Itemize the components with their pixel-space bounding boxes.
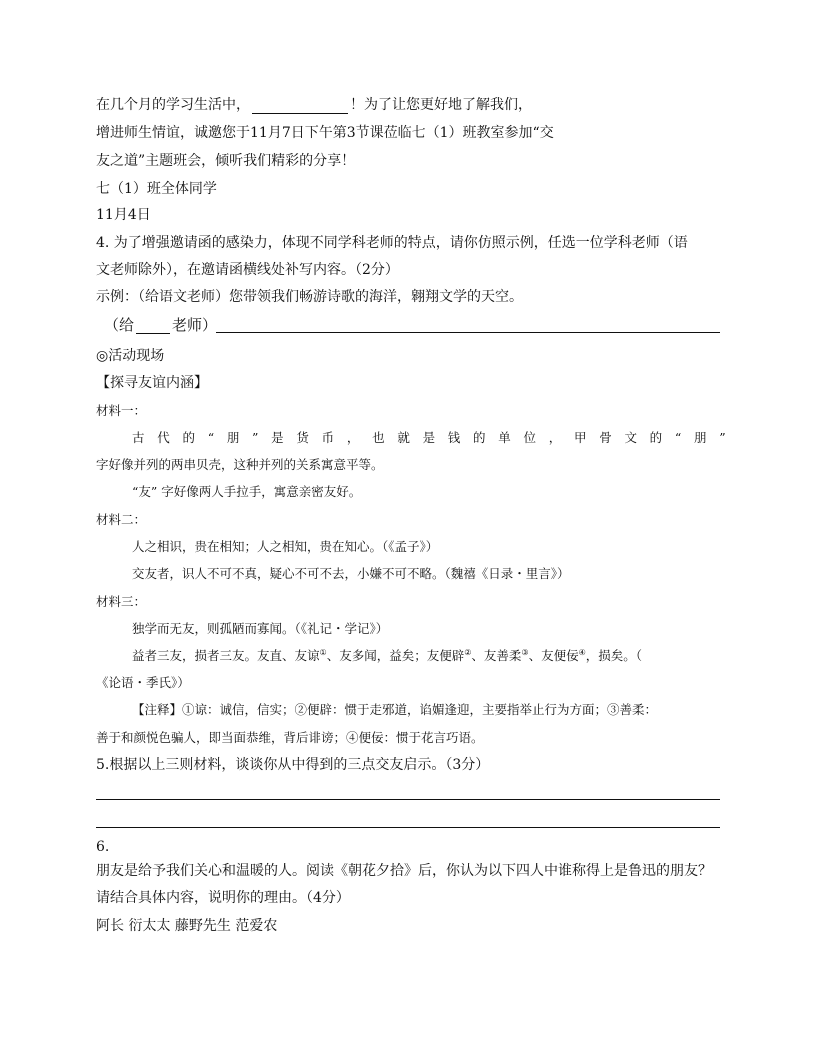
invite-signature: 七（1）班全体同学 <box>96 181 217 197</box>
m1-word: 就 <box>397 430 410 445</box>
section-activity: ◎活动现场 <box>96 348 165 364</box>
q6-number: 6. <box>96 839 110 855</box>
q6-line-1: 朋友是给予我们关心和温暖的人。阅读《朝花夕拾》后，你认为以下四人中谁称得上是鲁迅的朋友？ <box>96 863 712 879</box>
note-ref-2: ② <box>464 647 472 657</box>
material-1-line-2: 字好像并列的两串贝壳，这种并列的关系寓意平等。 <box>96 457 384 472</box>
material-3-note-2: 善于和颜悦色骗人，即当面恭维，背后诽谤；④便佞：惯于花言巧语。 <box>96 730 484 745</box>
q6-line-2: 请结合具体内容，说明你的理由。（4分） <box>96 890 350 906</box>
m1-word: 是 <box>422 430 436 445</box>
q5-text: 5.根据以上三则材料，谈谈你从中得到的三点交友启示。（3分） <box>96 757 490 773</box>
m1-word: “ <box>207 430 215 445</box>
material-2-line-2: 交友者，识人不可不真，疑心不可不去，小嫌不可不略。（魏禧《日录・里言》） <box>132 566 570 581</box>
m1-word: 也 <box>372 430 385 445</box>
invite-line-2: 增进师生情谊，诚邀您于11月7日下午第3节课莅临七（1）班教室参加“交 <box>96 125 554 141</box>
m1-word: ” <box>719 430 726 445</box>
m1-word: 古 <box>132 430 145 445</box>
material-2-line-1: 人之相识，贵在相知；人之相知，贵在知心。（《孟子》） <box>132 539 439 554</box>
m3-text: 益者三友，损者三友。友直、友谅 <box>132 648 320 663</box>
material-3-note-1: 【注释】①谅：诚信，信实；②便辟：惯于走邪道，谄媚逢迎，主要指举止行为方面；③善柔： <box>132 702 658 717</box>
m1-word: ， <box>346 430 360 445</box>
material-1-label: 材料一： <box>96 403 147 418</box>
m1-word: 甲 <box>573 430 587 445</box>
note-ref-4: ④ <box>578 647 586 657</box>
m3-text: ，损矣。（ <box>585 648 643 663</box>
note-ref-1: ① <box>319 647 327 657</box>
m1-word: 的 <box>473 430 486 445</box>
q4-line-1: 4. 为了增强邀请函的感染力，体现不同学科老师的特点，请你仿照示例，任选一位学科老师（语 <box>96 235 688 251</box>
m1-word: 朋 <box>226 430 240 445</box>
q4-example: 示例：（给语文老师）您带领我们畅游诗歌的海洋，翱翔文学的天空。 <box>96 289 523 305</box>
q4-answer-open: （给 <box>104 316 135 334</box>
m1-word: 朋 <box>694 430 707 445</box>
q5-answer-line-1[interactable] <box>96 799 720 800</box>
m3-text: 、友便佞 <box>528 648 579 663</box>
m1-word: 的 <box>649 430 663 445</box>
material-2-label: 材料二： <box>96 512 147 527</box>
q4-teacher-blank[interactable] <box>136 319 170 334</box>
invite-line-1-start: 在几个月的学习生活中， <box>96 97 250 113</box>
m1-word: “ <box>674 430 682 445</box>
invite-line-3: 友之道”主题班会，倾听我们精彩的分享！ <box>96 153 356 169</box>
m1-word: ” <box>252 430 259 445</box>
m1-word: 位 <box>523 430 537 445</box>
q5-answer-line-2[interactable] <box>96 827 720 828</box>
q6-options: 阿长 衍太太 藤野先生 范爱农 <box>96 918 278 934</box>
m1-word: 骨 <box>599 430 612 445</box>
q4-answer-close: 老师） <box>172 316 218 334</box>
section-topic: 【探寻友谊内涵】 <box>96 375 208 391</box>
invite-date: 11月4日 <box>96 207 151 223</box>
material-3-line-3: 《论语・季氏》） <box>96 675 190 690</box>
q4-answer-prefix <box>104 316 217 334</box>
invite-line-1-end: ！为了让您更好地了解我们， <box>350 97 532 113</box>
m1-word: 的 <box>182 430 195 445</box>
invite-line-1 <box>96 96 532 114</box>
m1-word: 代 <box>157 430 170 445</box>
m1-word: 币 <box>321 430 335 445</box>
m1-word: 货 <box>296 430 309 445</box>
material-3-label: 材料三： <box>96 594 147 609</box>
invite-blank[interactable] <box>252 99 348 114</box>
material-3-line-2 <box>132 647 642 665</box>
m1-word: 文 <box>624 430 637 445</box>
m1-word: 单 <box>498 430 511 445</box>
m1-word: 是 <box>271 430 284 445</box>
m1-word: ， <box>548 430 562 445</box>
m1-word: 钱 <box>447 430 461 445</box>
q4-line-2: 文老师除外），在邀请函横线处补写内容。（2分） <box>96 262 399 278</box>
q4-answer-line[interactable] <box>216 332 720 333</box>
material-1-line-3: “友” 字好像两人手拉手，寓意亲密友好。 <box>132 484 362 499</box>
material-3-line-1: 独学而无友，则孤陋而寡闻。（《礼记・学记》） <box>132 621 389 636</box>
note-ref-3: ③ <box>521 647 529 657</box>
m3-text: 、友多闻，益矣；友便辟 <box>326 648 465 663</box>
material-1-line-1 <box>132 429 726 447</box>
m3-text: 、友善柔 <box>471 648 522 663</box>
